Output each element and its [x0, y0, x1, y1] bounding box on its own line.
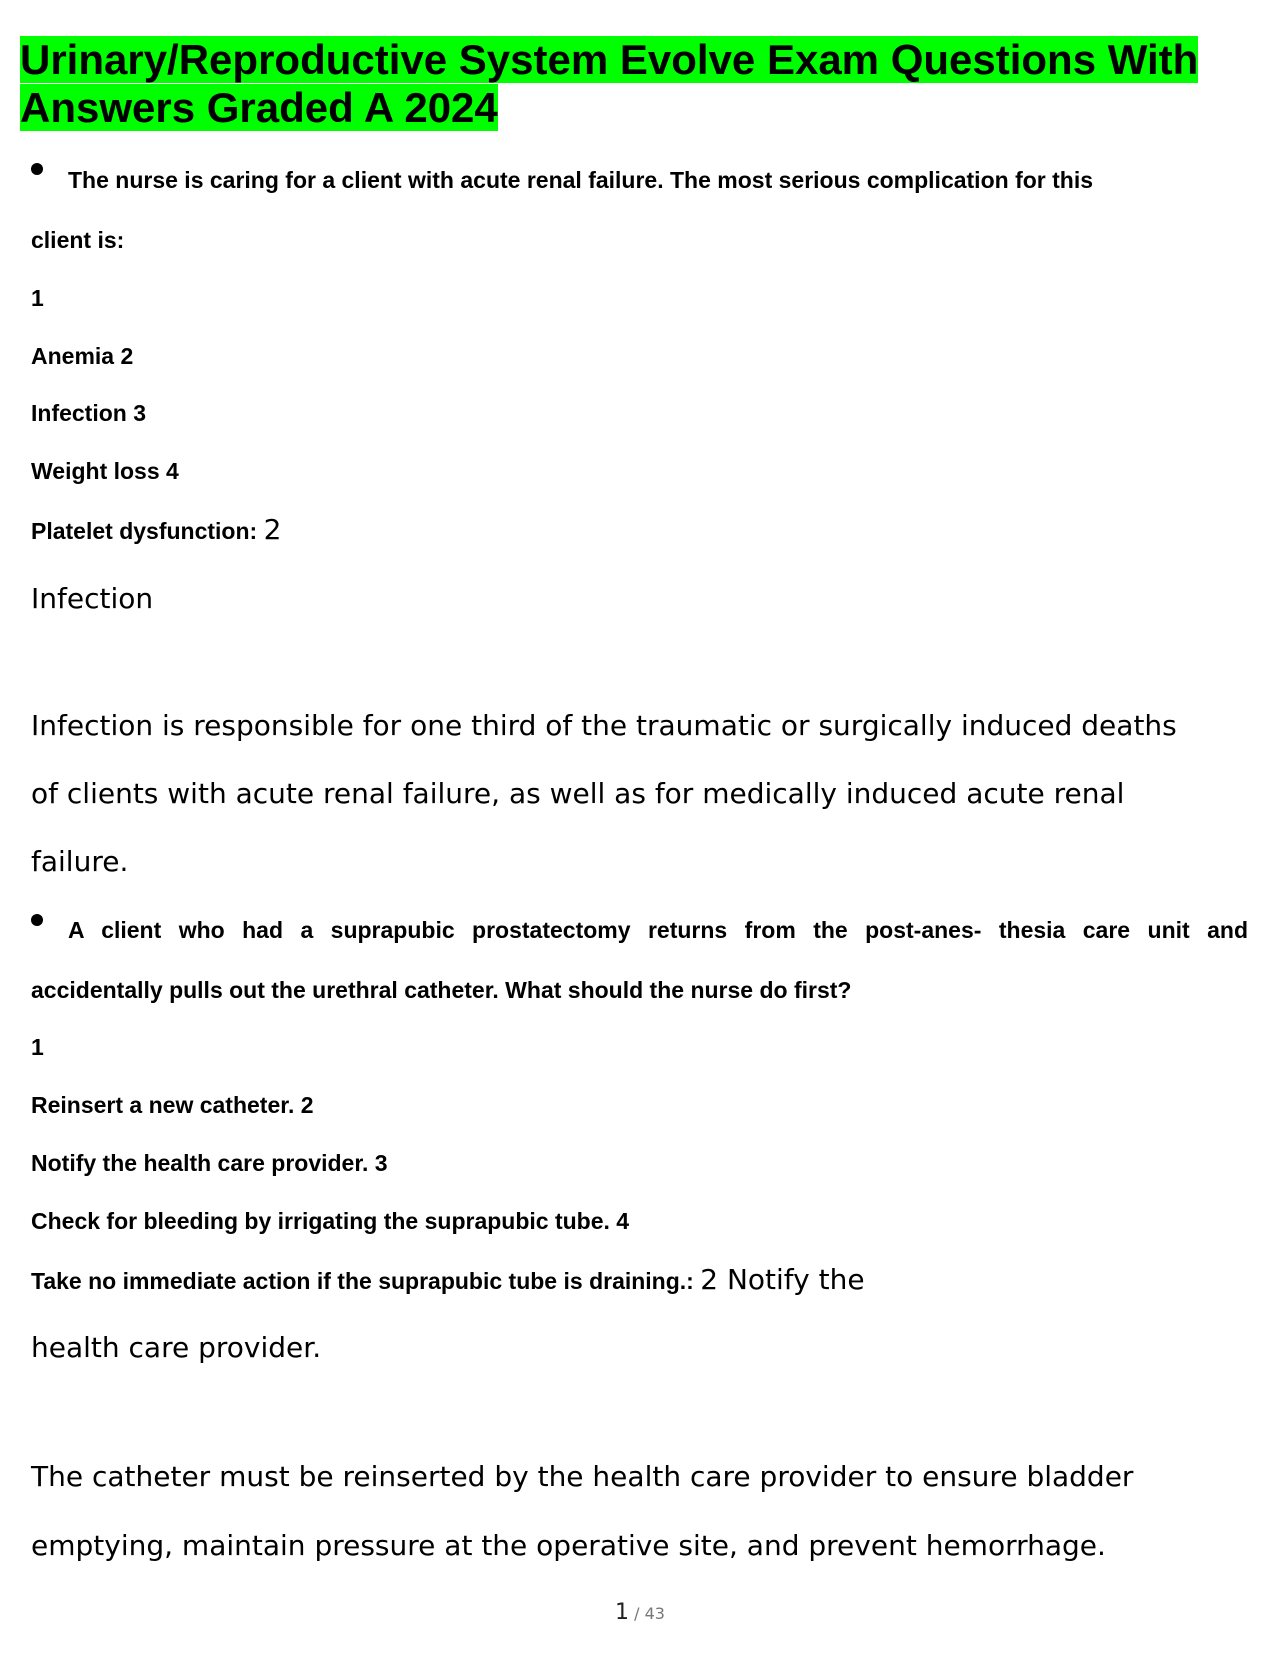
q1-option-4: Platelet dysfunction: — [31, 518, 258, 544]
page-indicator — [0, 1600, 1280, 1625]
q2-option-4: Take no immediate action if the suprapubic tube is draining.: — [31, 1268, 694, 1294]
q1-answer-number: 2 — [263, 513, 282, 546]
q2-rationale-line-1: The catheter must be reinserted by the health care provider to ensure bladder — [31, 1460, 1134, 1493]
q1-rationale-line-3: failure. — [31, 845, 129, 878]
q2-option-4-line — [31, 1263, 865, 1296]
current-page-number: 1 — [615, 1600, 630, 1625]
q1-stem-line-1: The nurse is caring for a client with acute renal failure. The most serious complication for this — [68, 167, 1094, 193]
total-pages: / 43 — [634, 1604, 665, 1623]
q2-option-2: Notify the health care provider. 3 — [31, 1150, 388, 1176]
q2-option-start: 1 — [31, 1034, 44, 1060]
document-title — [20, 36, 1240, 132]
title-line-2: Answers Graded A 2024 — [20, 84, 498, 131]
q1-option-4-line — [31, 513, 282, 546]
q2-option-3: Check for bleeding by irrigating the suprapubic tube. 4 — [31, 1208, 630, 1234]
title-line-1: Urinary/Reproductive System Evolve Exam Questions With — [20, 36, 1199, 83]
q2-rationale-line-2: emptying, maintain pressure at the operative site, and prevent hemorrhage. — [31, 1529, 1106, 1562]
q2-option-1: Reinsert a new catheter. 2 — [31, 1092, 314, 1118]
q1-option-1: Anemia 2 — [31, 343, 134, 369]
q2-answer-continued: health care provider. — [31, 1331, 322, 1364]
bullet-icon — [31, 914, 43, 926]
q2-stem-line-1: A client who had a suprapubic prostatectomy returns from the post-anes- thesia care unit and — [68, 917, 1248, 943]
q1-option-3: Weight loss 4 — [31, 458, 179, 484]
q1-option-start: 1 — [31, 285, 44, 311]
q1-answer-label: Infection — [31, 582, 154, 615]
bullet-icon — [31, 163, 43, 175]
q1-rationale-line-1: Infection is responsible for one third of the traumatic or surgically induced deaths — [31, 709, 1177, 742]
q1-rationale-line-2: of clients with acute renal failure, as well as for medically induced acute renal — [31, 777, 1125, 810]
q2-stem-line-2: accidentally pulls out the urethral catheter. What should the nurse do first? — [31, 977, 852, 1003]
q1-option-2: Infection 3 — [31, 400, 147, 426]
q1-stem-line-2: client is: — [31, 227, 125, 253]
q2-answer-inline: 2 Notify the — [700, 1263, 865, 1296]
